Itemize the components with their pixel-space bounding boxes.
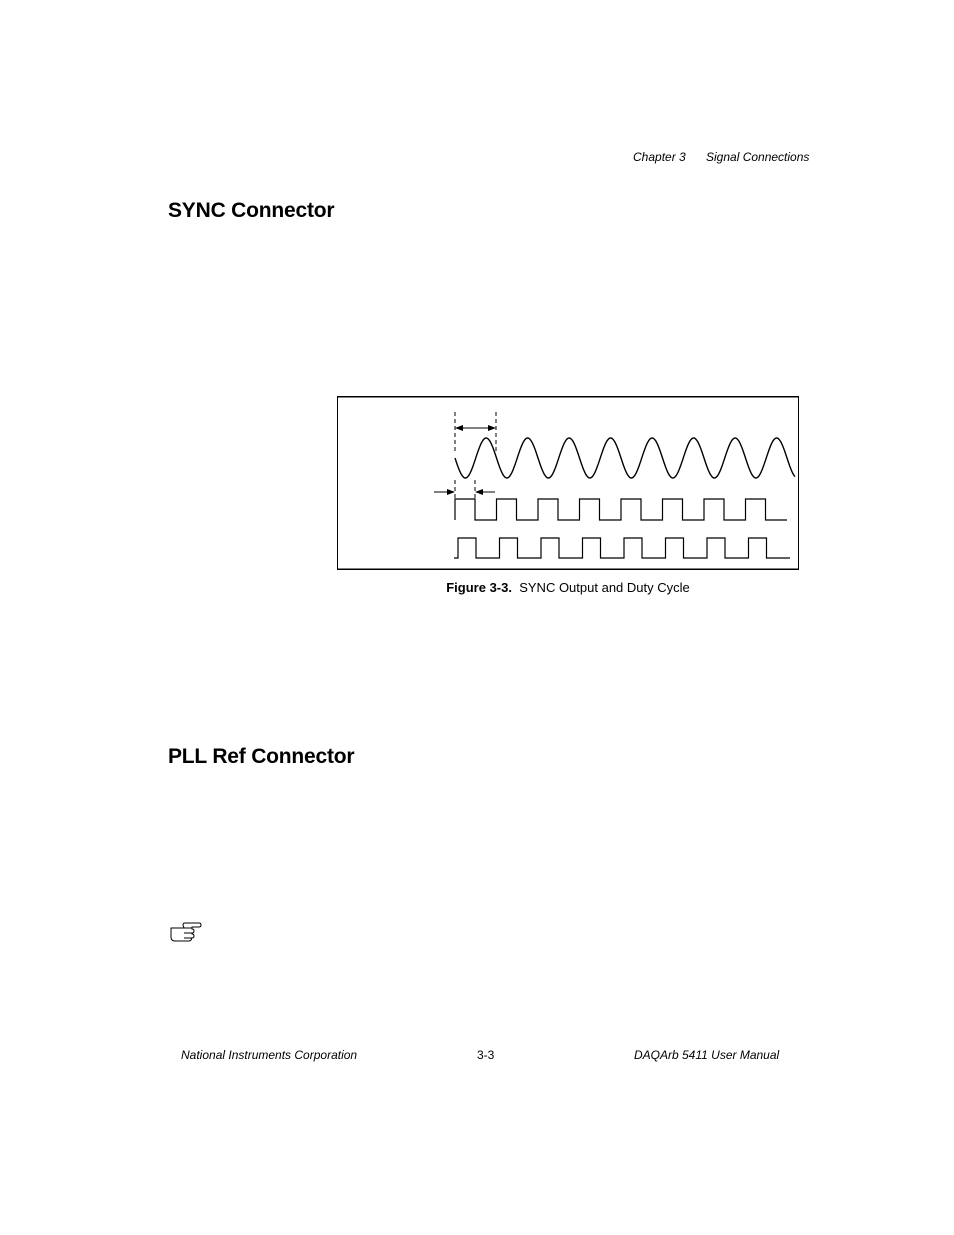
pulse-arrow-left-icon	[447, 489, 455, 495]
header-section: Signal Connections	[706, 150, 810, 164]
period-arrow-left-icon	[455, 425, 463, 431]
period-arrow-right-icon	[488, 425, 496, 431]
pointing-hand-icon	[170, 922, 202, 942]
sync-figure	[337, 396, 799, 570]
pulse-arrow-right-icon	[475, 489, 483, 495]
sine-waveform	[455, 438, 795, 478]
section-heading-pll-ref: PLL Ref Connector	[168, 745, 355, 768]
footer-page-number: 3-3	[477, 1048, 495, 1062]
footer-manual-title: DAQArb 5411 User Manual	[634, 1048, 780, 1062]
figure-number: Figure 3-3.	[446, 580, 512, 595]
section-heading-sync: SYNC Connector	[168, 199, 335, 222]
figure-title: SYNC Output and Duty Cycle	[519, 580, 690, 595]
sync-square-wave-narrow	[455, 499, 787, 520]
footer-company: National Instruments Corporation	[181, 1048, 358, 1062]
sync-waveform-diagram	[337, 396, 799, 570]
header-chapter: Chapter 3	[633, 150, 686, 164]
sync-square-wave-wide	[454, 538, 790, 558]
figure-caption	[337, 580, 799, 595]
